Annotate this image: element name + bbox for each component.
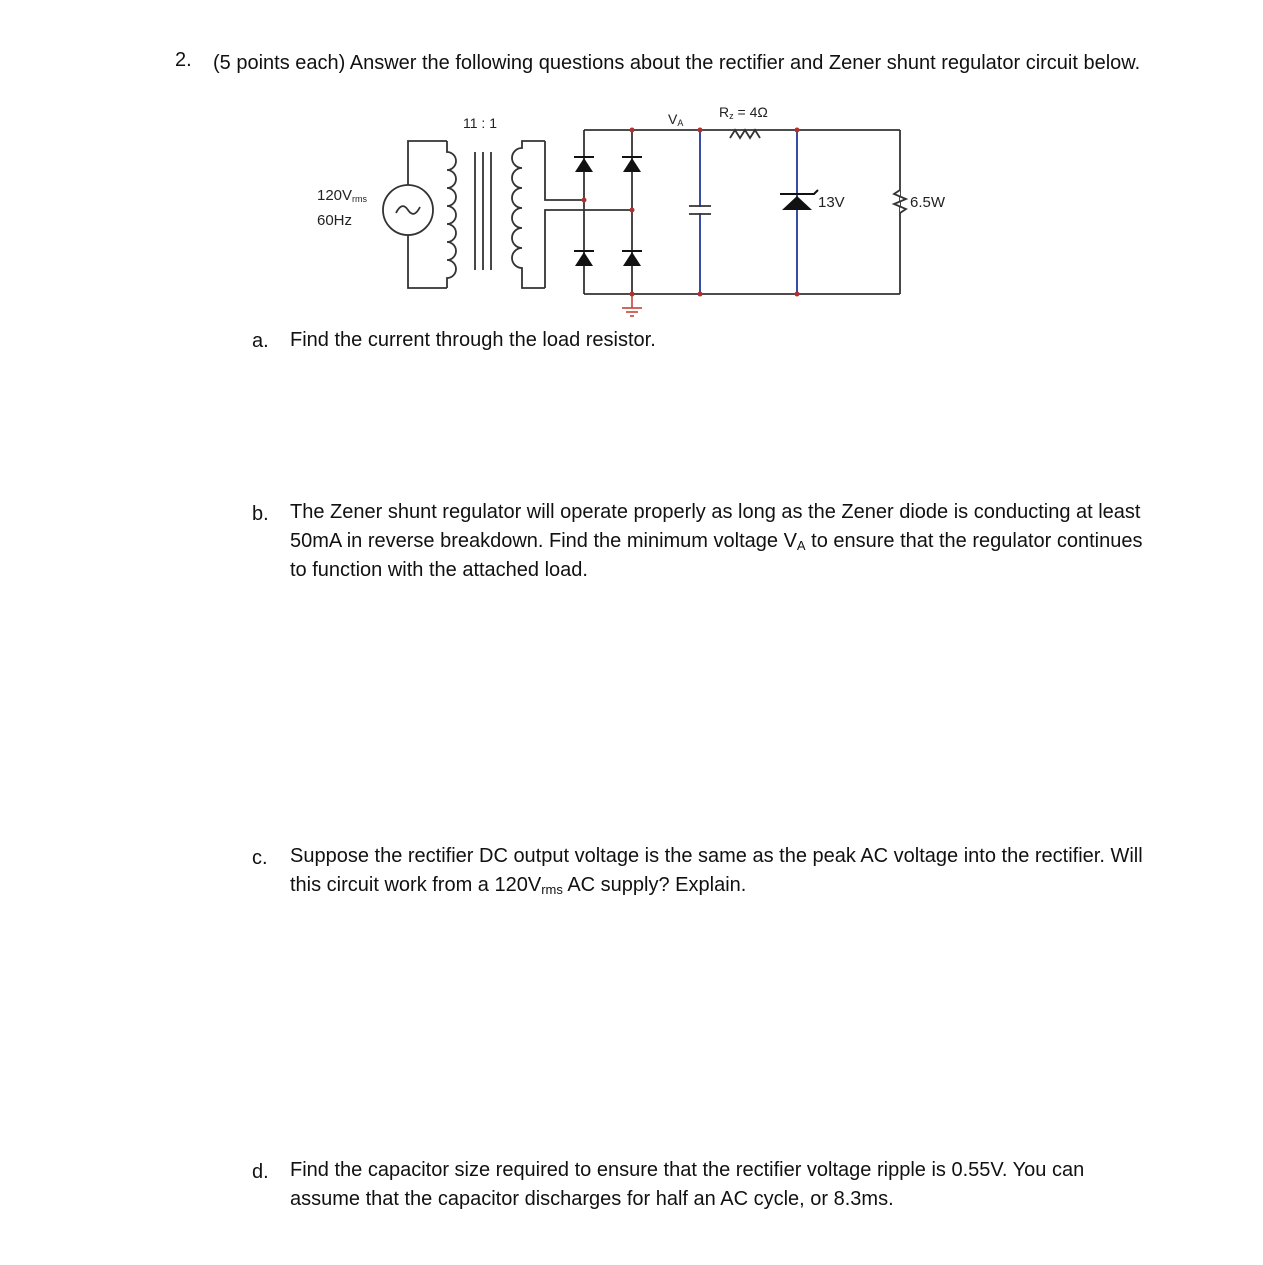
- diode-1-icon: [575, 158, 593, 172]
- primary-coil-icon: [447, 141, 456, 288]
- rz-label: Rz = 4Ω: [719, 104, 768, 121]
- part-b-letter: b.: [252, 503, 269, 525]
- secondary-coil-icon: [512, 141, 545, 288]
- question-number: 2.: [175, 49, 192, 71]
- zener-voltage-label: 13V: [818, 194, 845, 211]
- part-d-letter: d.: [252, 1161, 269, 1183]
- rectifier-zener-circuit-diagram: [300, 100, 960, 320]
- load-resistor-icon: [894, 190, 906, 213]
- part-a-letter: a.: [252, 330, 269, 352]
- diode-3-icon: [575, 252, 593, 266]
- part-c-text: Suppose the rectifier DC output voltage is the same as the peak AC voltage into the rectifier. Will this circuit work from a $120V_{rms}$ AC supply? Explain.: [290, 845, 1143, 897]
- source-voltage-label: 120Vrms: [317, 187, 368, 204]
- diode-4-icon: [623, 252, 641, 266]
- diode-2-icon: [623, 158, 641, 172]
- part-a-text: Find the current through the load resistor.: [290, 329, 656, 351]
- va-label: VA: [668, 111, 684, 128]
- resistor-rz-icon: [730, 130, 760, 138]
- zener-diode-icon: [782, 196, 812, 210]
- part-b-text: The Zener shunt regulator will operate properly as long as the Zener diode is conducting at least 50mA in reverse breakdown. Find the minimum voltage $V_A$ to ensure that the regulator continues to function with the attached load.: [290, 501, 1143, 581]
- part-d-text: Find the capacitor size required to ensure that the rectifier voltage ripple is 0.55V. You can assume that the capacitor discharges for half an AC cycle, or 8.3ms.: [290, 1159, 1085, 1210]
- load-power-label: 6.5W: [910, 194, 946, 211]
- ground-icon: [622, 294, 642, 316]
- source-frequency-label: 60Hz: [317, 212, 353, 229]
- part-c-letter: c.: [252, 847, 268, 869]
- question-heading: (5 points each) Answer the following questions about the rectifier and Zener shunt regulator circuit below.: [213, 52, 1141, 74]
- turns-ratio-label: 11 : 1: [463, 115, 497, 131]
